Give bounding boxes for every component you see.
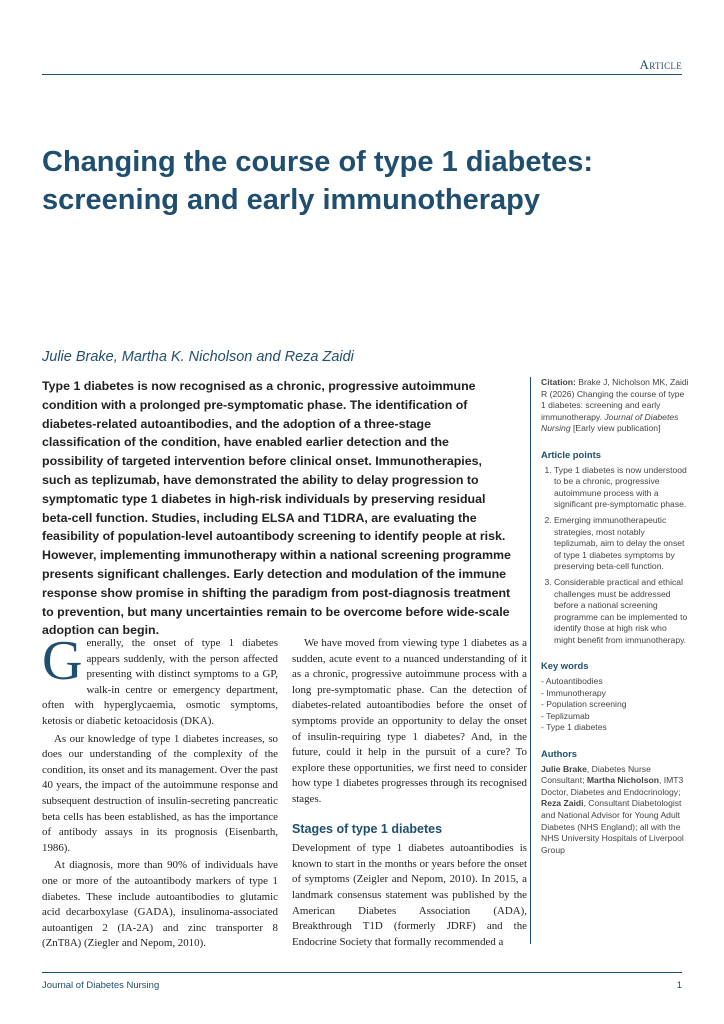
keywords-title: Key words [541, 660, 589, 672]
author-role: , Consultant Diabetologist and National Advisor for Young Adult Diabetes (NHS England); all with the NHS University Hospitals of Liverpool Group [541, 798, 684, 855]
footer-divider [42, 972, 682, 973]
keyword: - Autoantibodies [541, 676, 603, 687]
keywords-list [541, 676, 690, 734]
authors-title: Authors [541, 748, 577, 760]
abstract: Type 1 diabetes is now recognised as a chronic, progressive autoimmune condition with a prolonged pre-symptomatic phase. The identification of diabetes-related autoantibodies, and the adoption of a three-stage classification of the condition, have enabled earlier detection and the possibility of targeted intervention before clinical onset. Immunotherapies, such as teplizumab, have demonstrated the ability to delay progression to symptomatic type 1 diabetes in high-risk individuals by preserving residual beta-cell function. Studies, including ELSA and T1DRA, are evaluating the feasibility of population-level autoantibody screening to identify people at risk. However, implementing immunotherapy within a national screening programme presents significant challenges. Early detection and modulation of the immune response show promise in shifting the paradigm from post-diagnosis treatment to prevention, but many uncertainties remain to be overcome before wide-scale adoption can begin. [42, 379, 511, 638]
body-column-right [292, 636, 527, 952]
author-name: Reza Zaidi [541, 798, 584, 809]
author-affiliations [541, 764, 690, 857]
body-paragraph: At diagnosis, more than 90% of individuals have one or more of the autoantibody markers of type 1 diabetes. These include autoantibodies to glutamic acid decarboxylase (GADA), insulinoma-associated autoantigen 2 (IA-2A) and zinc transporter 8 (ZnT8A) (Ziegler and Nepom, 2010). [42, 859, 278, 950]
article-point: 1. Type 1 diabetes is now understood to be a chronic, progressive autoimmune process with a significant pre-symptomatic phase. [554, 465, 690, 511]
sidebar [530, 377, 690, 944]
article-title: Changing the course of type 1 diabetes: screening and early immunotherapy [42, 146, 594, 216]
body-paragraph: We have moved from viewing type 1 diabetes as a sudden, acute event to a nuanced understanding of it as a chronic, progressive autoimmune process with a long pre-symptomatic phase. Can the detection of diabetes-related autoantibodies before the onset of symptoms provide an opportunity to delay the onset of insulin-requiring type 1 diabetes? And, in the future, could it help in the pursuit of a cure? To explore these opportunities, we first need to consider how type 1 diabetes progresses through its recognised stages. [292, 637, 528, 805]
footer-journal: Journal of Diabetes Nursing [42, 980, 160, 991]
paragraph-text: enerally, the onset of type 1 diabetes appears suddenly, with the person affected presenting with distinct symptoms to a GP, walk-in centre or emergency department, often with hyperglycaemia, osmotic symptoms, ketosis or diabetic ketoacidosis (DKA). [42, 637, 278, 727]
section-tag: Article [639, 57, 682, 72]
citation [541, 377, 690, 435]
body-column-left [42, 630, 278, 954]
section-heading: Stages of type 1 diabetes [292, 821, 443, 836]
author-name: Julie Brake [541, 763, 587, 774]
body-paragraph: Development of type 1 diabetes autoantibodies is known to start in the months or years before the onset of symptoms (Zeigler and Nepom, 2010). In 2015, a landmark consensus statement was published by the American Diabetes Association (ADA), Breakthrough T1D (formerly JDRF) and the Endocrine Society that formally recommended a [292, 842, 527, 948]
citation-tail: [Early view publication] [573, 423, 661, 434]
keyword: - Population screening [541, 699, 627, 710]
body-paragraph: As our knowledge of type 1 diabetes increases, so does our understanding of the complexity of the condition, its onset and its management. Over the past 40 years, the impact of the autoimmune response and subsequent destruction of insulin-secreting pancreatic beta cells has been established, as has the importance of antibody assays in its prognosis (Eisenbarth, 1986). [42, 732, 278, 854]
article-point: 3. Considerable practical and ethical challenges must be addressed before a national screening programme can be implemented to identify those at high risk who might benefit from immunotherapy. [554, 577, 690, 647]
drop-cap: G [42, 630, 83, 692]
article-points-title: Article points [541, 448, 601, 460]
article-point: 2. Emerging immunotherapeutic strategies, most notably teplizumab, aim to delay the onset of type 1 diabetes symptoms by preserving beta-cell function. [554, 515, 690, 573]
author-role: , IMT3 Doctor, Diabetes and Endocrinology; [541, 775, 684, 797]
citation-label: Citation: [541, 377, 576, 387]
author-line: Julie Brake, Martha K. Nicholson and Reza Zaidi [42, 349, 354, 365]
keyword: - Teplizumab [541, 710, 590, 721]
page-number: 1 [676, 980, 682, 991]
article-points-list [541, 465, 690, 647]
author-name: Martha Nicholson [586, 775, 659, 786]
citation-journal: Journal of Diabetes Nursing [541, 411, 679, 434]
author-role: , Diabetes Nurse Consultant; [541, 763, 651, 786]
header-divider [42, 74, 682, 75]
keyword: - Immunotherapy [541, 687, 606, 698]
keyword: - Type 1 diabetes [541, 722, 607, 733]
citation-text: Brake J, Nicholson MK, Zaidi R (2026) Changing the course of type 1 diabetes: screening and early immunotherapy. [541, 377, 689, 422]
body-paragraph [42, 630, 278, 730]
